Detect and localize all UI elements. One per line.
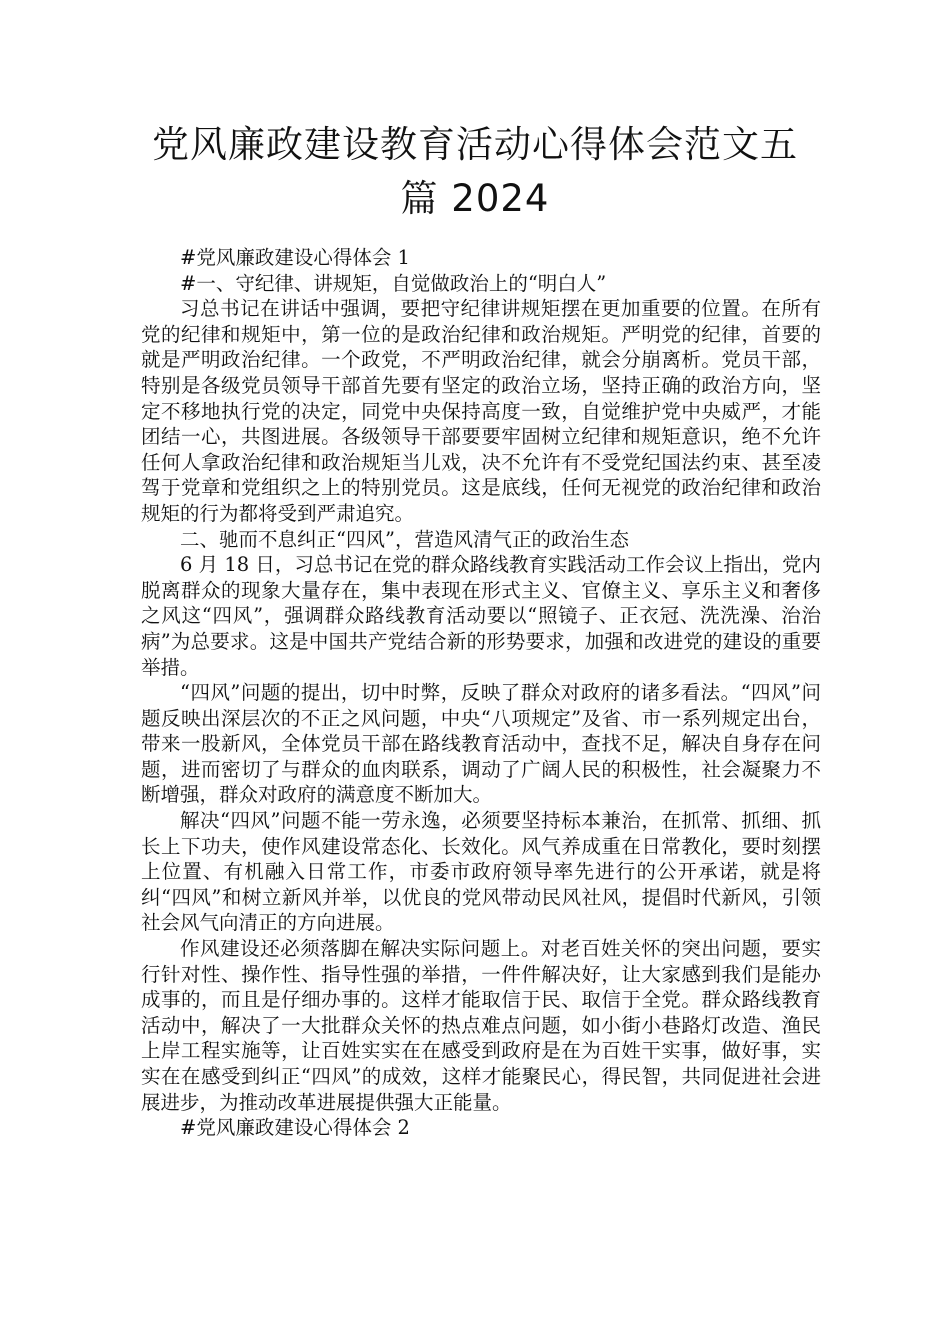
body-paragraph: 作风建设还必须落脚在解决实际问题上。对老百姓关怀的突出问题，要实行针对性、操作性、指导性强的举措，一件件解决好，让大家感到我们是能办成事的，而且是仔细办事的。这样才能取信于民、取信于全党。群众路线教育活动中，解决了一大批群众关怀的热点难点问题，如小街小巷路灯改造、渔民上岸工程实施等，让百姓实实在在感受到政府是在为百姓干实事，做好事，实实在在感受到纠正“四风”的成效，这样才能聚民心，得民智，共同促进社会进展进步，为推动改革进展提供强大正能量。 — [141, 937, 821, 1114]
body-paragraph: 6 月 18 日，习总书记在党的群众路线教育实践活动工作会议上指出，党内脱离群众的现象大量存在，集中表现在形式主义、官僚主义、享乐主义和奢侈之风这“四风”，强调群众路线教育活动要以“照镜子、正衣冠、洗洗澡、治治病”为总要求。这是中国共产党结合新的形势要求，加强和改进党的建设的重要举措。 — [141, 553, 821, 679]
body-paragraph: 习总书记在讲话中强调，要把守纪律讲规矩摆在更加重要的位置。在所有党的纪律和规矩中，第一位的是政治纪律和政治规矩。严明党的纪律，首要的就是严明政治纪律。一个政党，不严明政治纪律，就会分崩离析。党员干部，特别是各级党员领导干部首先要有坚定的政治立场，坚持正确的政治方向，坚定不移地执行党的决定，同党中央保持高度一致，自觉维护党中央威严，才能团结一心，共图进展。各级领导干部要要牢固树立纪律和规矩意识，绝不允许任何人拿政治纪律和政治规矩当儿戏，决不允许有不受党纪国法约束、甚至凌驾于党章和党组织之上的特别党员。这是底线，任何无视党的政治纪律和政治规矩的行为都将受到严肃追究。 — [141, 297, 821, 525]
document-title-line-1: 党风廉政建设教育活动心得体会范文五 — [152, 123, 798, 166]
subheading-1: #一、守纪律、讲规矩，自觉做政治上的“明白人” — [180, 271, 607, 295]
body-paragraph: 解决“四风”问题不能一劳永逸，必须要坚持标本兼治，在抓常、抓细、抓长上下功夫，使作风建设常态化、长效化。风气养成重在日常教化，要时刻摆上位置、有机融入日常工作，市委市政府领导率先进行的公开承诺，就是将纠“四风”和树立新风并举，以优良的党风带动民风社风，提倡时代新风，引领社会风气向清正的方向进展。 — [141, 809, 821, 935]
document-body — [141, 245, 821, 1141]
body-paragraph: “四风”问题的提出，切中时弊，反映了群众对政府的诸多看法。“四风”问题反映出深层次的不正之风问题，中央“八项规定”及省、市一系列规定出台，带来一股新风，全体党员干部在路线教育活动中，查找不足，解决自身存在问题，进而密切了与群众的血肉联系，调动了广阔人民的积极性，社会凝聚力不断增强，群众对政府的满意度不断加大。 — [141, 681, 821, 807]
section-heading-1: #党风廉政建设心得体会 1 — [180, 246, 410, 269]
document-title-line-2: 篇 2024 — [400, 177, 550, 220]
subheading-2: 二、驰而不息纠正“四风”，营造风清气正的政治生态 — [180, 527, 629, 551]
section-heading-2: #党风廉政建设心得体会 2 — [180, 1116, 410, 1140]
document-title — [100, 118, 850, 226]
